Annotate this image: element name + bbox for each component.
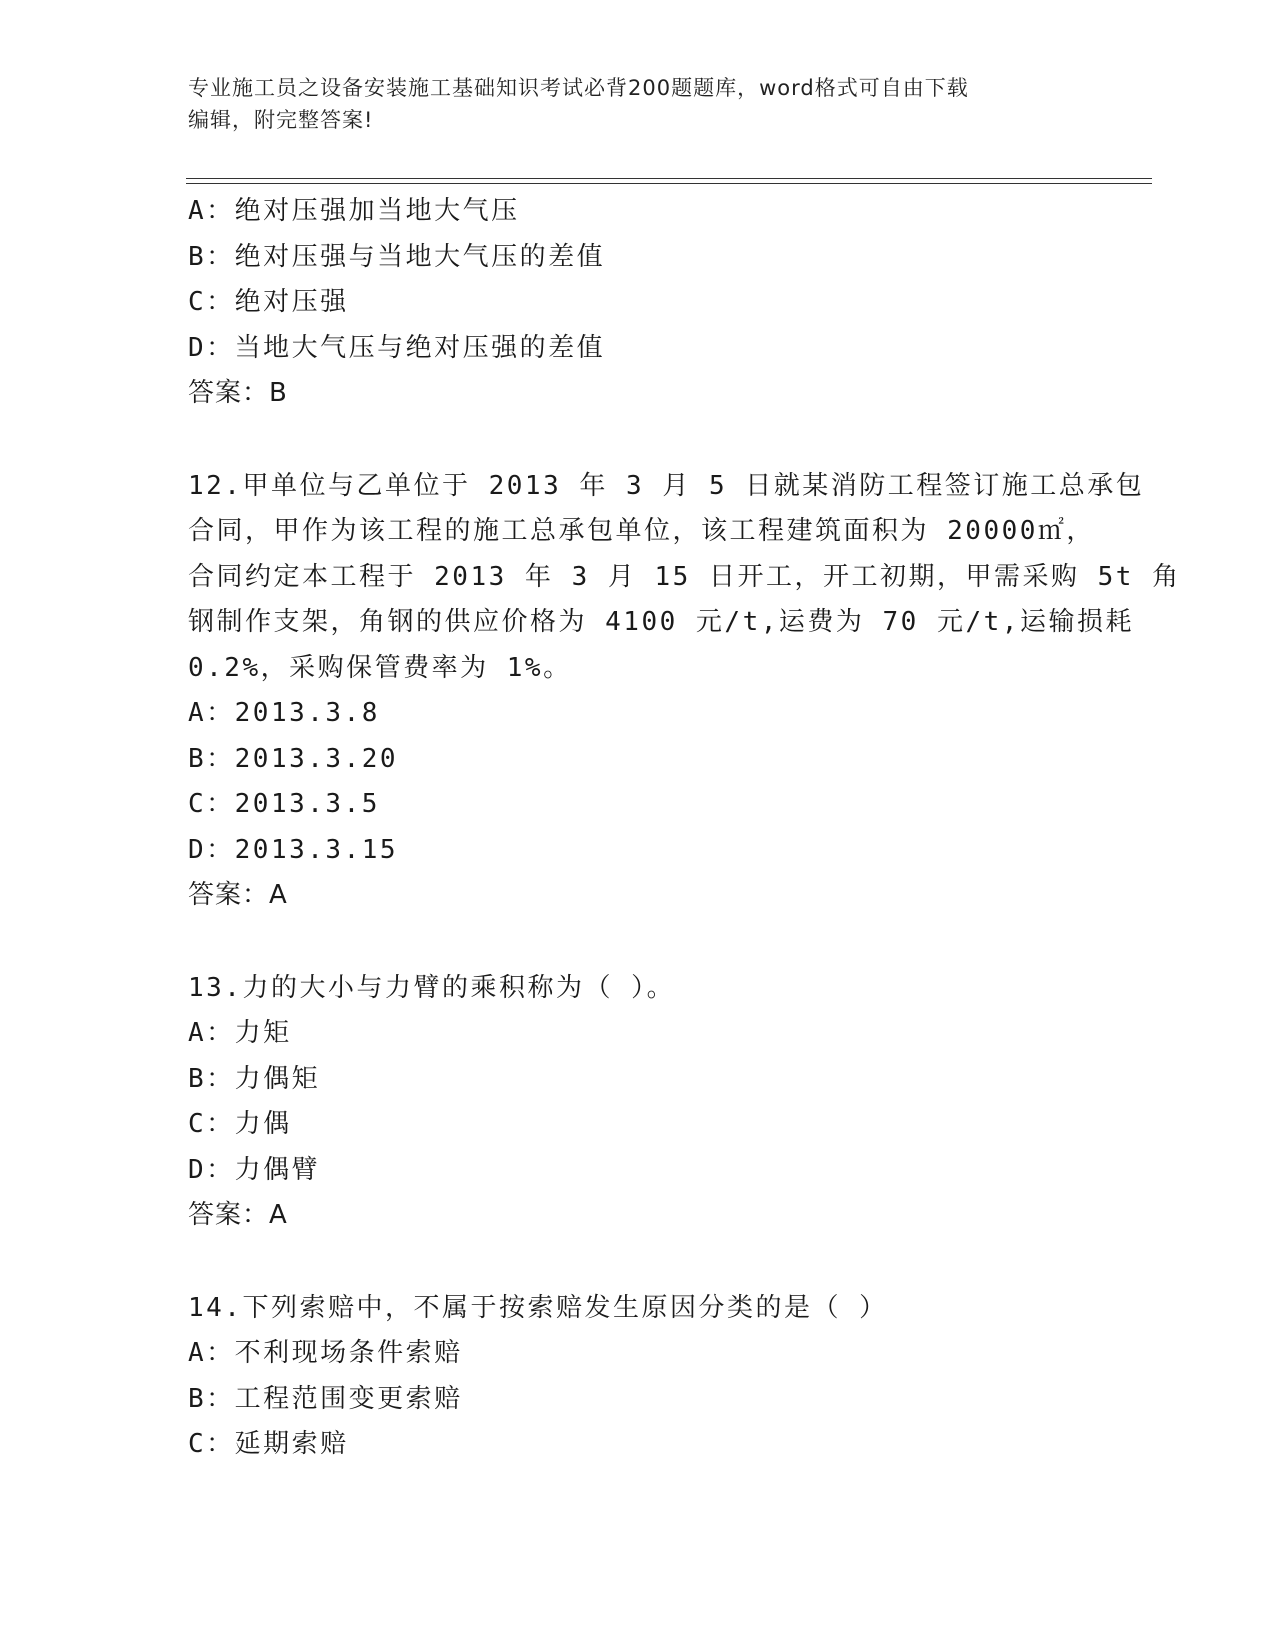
q12-stem-line-4: 钢制作支架，角钢的供应价格为 4100 元/t,运费为 70 元/t,运输损耗 — [188, 607, 1134, 637]
q12-stem-line-3: 合同约定本工程于 2013 年 3 月 15 日开工，开工初期，甲需采购 5t 角 — [188, 561, 1181, 592]
header-title-line-1: 专业施工员之设备安装施工基础知识考试必背200题题库，word格式可自由下载 — [188, 76, 969, 100]
question-list — [188, 189, 1181, 1468]
q12-stem-line-1: 12.甲单位与乙单位于 2013 年 3 月 5 日就某消防工程签订施工总承包 — [188, 470, 1145, 501]
q11-option-a: A：绝对压强加当地大气压 — [188, 196, 520, 226]
q13-option-d: D：力偶臂 — [188, 1154, 321, 1185]
q13-option-a: A：力矩 — [188, 1018, 292, 1048]
q11-option-d: D：当地大气压与绝对压强的差值 — [188, 332, 606, 363]
q12-option-a: A：2013.3.8 — [188, 698, 380, 728]
q12-option-c: C：2013.3.5 — [188, 789, 380, 819]
question-12-block — [188, 464, 1181, 919]
question-13-block — [188, 966, 1088, 1239]
q12-option-b: B：2013.3.20 — [188, 743, 399, 774]
q12-answer: 答案：A — [188, 880, 288, 910]
q11-option-c: C：绝对压强 — [188, 287, 349, 317]
q12-stem-line-2: 合同，甲作为该工程的施工总承包单位，该工程建筑面积为 20000㎡， — [188, 516, 1095, 546]
q14-option-b: B：工程范围变更索赔 — [188, 1383, 463, 1414]
q14-option-a: A：不利现场条件索赔 — [188, 1338, 463, 1368]
q13-answer: 答案：A — [188, 1200, 288, 1230]
q12-option-d: D：2013.3.15 — [188, 834, 399, 865]
question-spacer — [188, 919, 1088, 966]
question-11-block — [188, 189, 1088, 417]
q11-answer: 答案：B — [188, 378, 288, 408]
q11-option-b: B：绝对压强与当地大气压的差值 — [188, 241, 606, 272]
header-divider-bottom — [186, 183, 1152, 184]
q13-stem: 13.力的大小与力臂的乘积称为（ ）。 — [188, 972, 676, 1003]
header-divider-top — [186, 178, 1152, 179]
q14-option-c: C：延期索赔 — [188, 1429, 349, 1459]
q13-option-c: C：力偶 — [188, 1109, 292, 1139]
q14-stem: 14.下列索赔中，不属于按索赔发生原因分类的是（ ） — [188, 1292, 888, 1323]
header-title-line-2: 编辑，附完整答案! — [188, 108, 374, 132]
question-spacer — [188, 1239, 1088, 1286]
question-spacer — [188, 417, 1088, 464]
q13-option-b: B：力偶矩 — [188, 1063, 321, 1094]
document-header — [188, 72, 1088, 136]
question-14-block — [188, 1286, 1088, 1468]
q12-stem-line-5: 0.2%，采购保管费率为 1%。 — [188, 652, 572, 683]
